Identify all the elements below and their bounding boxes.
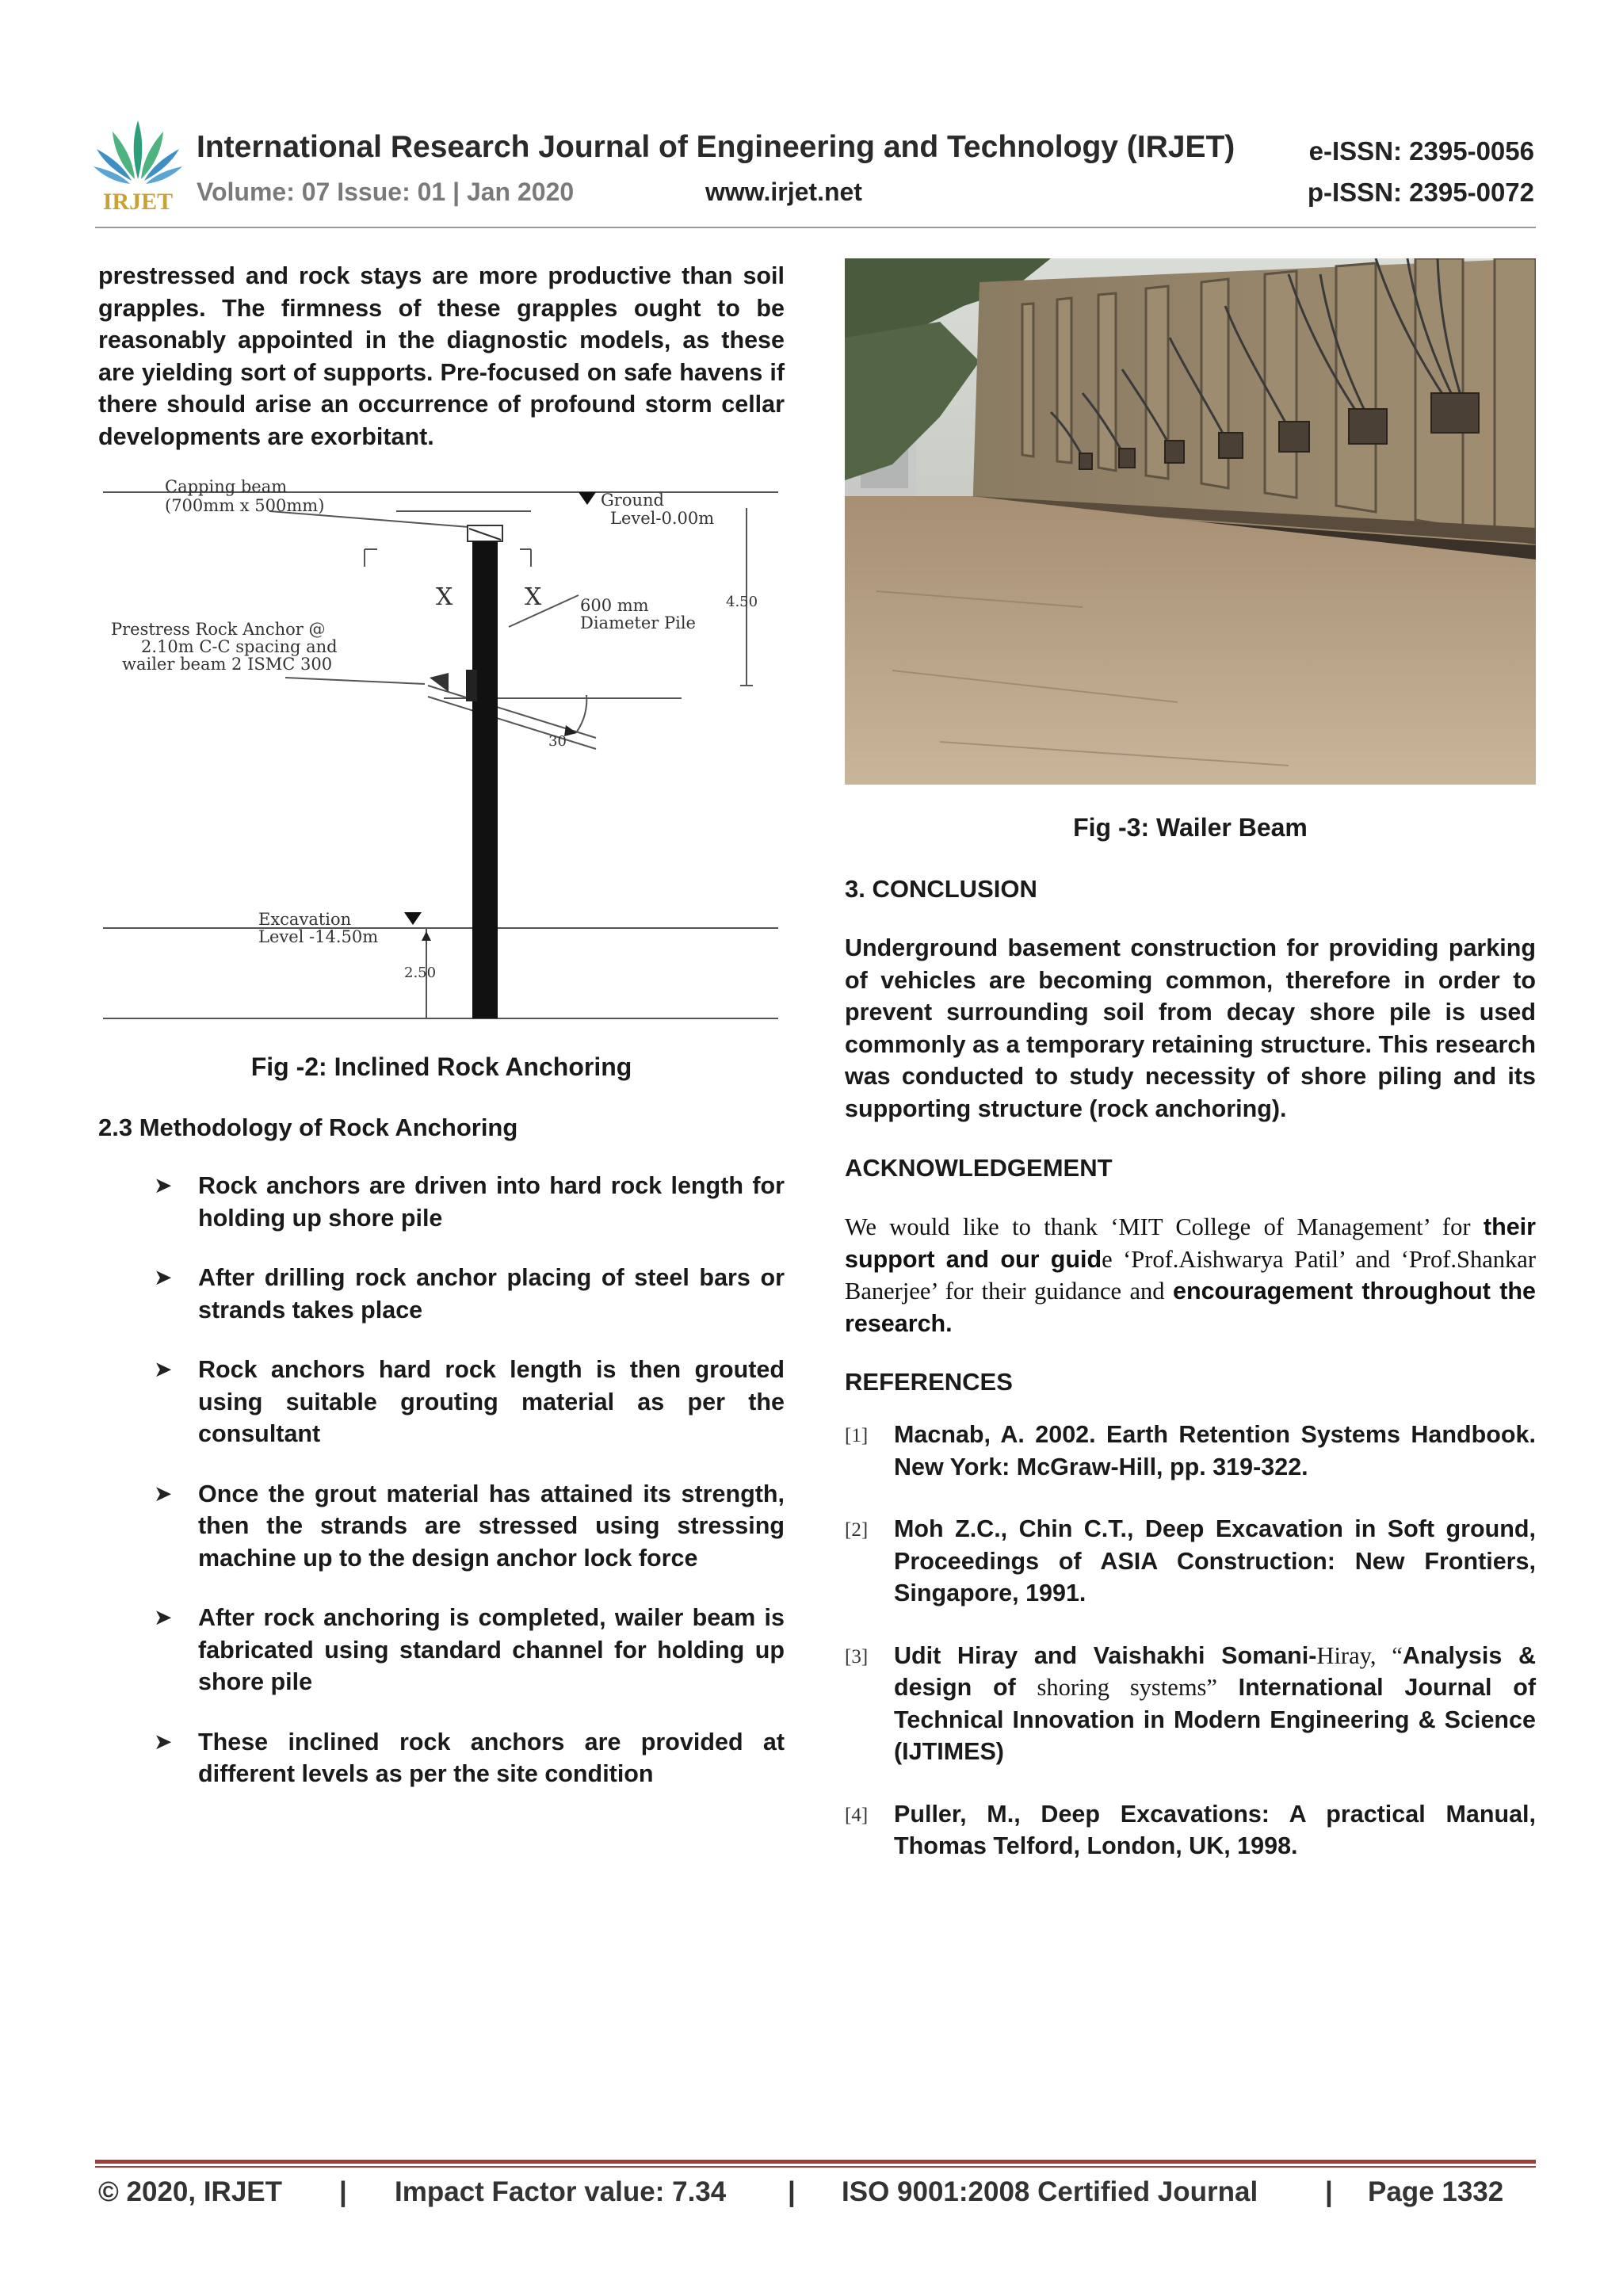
intro-paragraph: prestressed and rock stays are more productive than soil grapples. The firmness of these grapples ought to be reasonably appointed in the diagnostic models, as these are yielding sort of supports. Pre-focused on safe havens if there should arise an occurrence of profound storm cellar developments are exorbitant. [98,262,785,450]
footer-separator: | [339,2176,347,2207]
capping-dims-label: (700mm x 500mm) [165,496,325,515]
conclusion-paragraph: Underground basement construction for providing parking of vehicles are becoming common, therefore in order to prevent surrounding soil from decay shore pile is used commonly as a temporary retaining structure. This research was conducted to study necessity of shore piling and its supporting structure (rock anchoring). [845,934,1536,1122]
list-item: ➤ Once the grout material has attained its strength, then the strands are stressed using stressing machine up to the design anchor lock force [154,1478,785,1575]
reference-item: [4] Puller, M., Deep Excavations: A practical Manual, Thomas Telford, London, UK, 1998. [845,1800,1536,1859]
footer-page-number: Page 1332 [1368,2176,1504,2207]
header-rule [95,227,1536,228]
fig3-caption: Fig -3: Wailer Beam [1073,813,1308,842]
footer-impact-factor: Impact Factor value: 7.34 [395,2176,727,2207]
ground-label: Ground [601,491,664,510]
arrow-bullet-icon: ➤ [154,1480,173,1506]
excavation-label: Excavation [258,910,352,929]
arrow-bullet-icon: ➤ [154,1173,173,1198]
footer-separator: | [788,2176,796,2207]
excavation-level-label: Level -14.50m [258,927,379,946]
arrow-bullet-icon: ➤ [154,1605,173,1629]
depth-250-label: 2.50 [404,965,437,981]
inclined-rock-anchoring-diagram [103,479,778,1026]
acknowledgement-heading: ACKNOWLEDGEMENT [845,1154,1113,1182]
wailer-beam-photo [845,258,1536,785]
fig2-caption: Fig -2: Inclined Rock Anchoring [250,1052,632,1081]
p-issn: p-ISSN: 2395-0072 [1307,178,1534,207]
list-item: ➤ Rock anchors are driven into hard rock length for holding up shore pile [154,1170,785,1234]
references-list [845,1419,1536,1893]
anchor-label-2: 2.10m C-C spacing and [141,637,338,656]
footer-iso: ISO 9001:2008 Certified Journal [842,2176,1258,2207]
logo-text: IRJET [102,189,174,214]
reference-item: [2] Moh Z.C., Chin C.T., Deep Excavation in Soft ground, Proceedings of ASIA Construction: New Frontiers, Singapore, 1991. [845,1515,1536,1606]
section-heading-methodology: 2.3 Methodology of Rock Anchoring [98,1114,518,1141]
x-mark-right: X [525,583,542,611]
conclusion-heading: 3. CONCLUSION [845,875,1037,903]
irjet-logo [94,117,182,214]
e-issn: e-ISSN: 2395-0056 [1308,136,1534,166]
arrow-bullet-icon: ➤ [154,1265,173,1289]
reference-item: [1] Macnab, A. 2002. Earth Retention Systems Handbook. New York: McGraw-Hill, pp. 319-322. [845,1421,1536,1480]
references-heading: REFERENCES [845,1368,1013,1396]
arrow-bullet-icon: ➤ [154,1729,173,1754]
pile-label: Diameter Pile [580,613,696,632]
x-mark-left: X [436,583,453,611]
footer-separator: | [1325,2176,1333,2207]
pile-dia-label: 600 mm [580,596,649,615]
reference-item: [3] Udit Hiray and Vaishakhi Somani-Hiray, “Analysis & design of shoring systems” International Journal of Technical Innovation in Modern Engineering & Science (IJTIMES) [845,1641,1536,1765]
anchor-label-3: wailer beam 2 ISMC 300 [122,655,333,674]
journal-website[interactable]: www.irjet.net [705,178,862,206]
arrow-bullet-icon: ➤ [154,1357,173,1381]
list-item: ➤ After rock anchoring is completed, wailer beam is fabricated using standard channel for holding up shore pile [154,1602,785,1698]
ground-level-label: Level-0.00m [610,509,715,528]
footer-rule-thin [95,2166,1536,2168]
capping-beam-label: Capping beam [165,479,288,496]
methodology-bullet-list [154,1170,785,1818]
anchor-label-1: Prestress Rock Anchor @ [111,620,326,639]
volume-issue: Volume: 07 Issue: 01 | Jan 2020 [197,178,575,206]
footer-rule [95,2160,1536,2164]
list-item: ➤ Rock anchors hard rock length is then grouted using suitable grouting material as per the consultant [154,1354,785,1450]
footer-copyright: © 2020, IRJET [98,2176,283,2207]
depth-450-label: 4.50 [726,594,758,610]
list-item: ➤ After drilling rock anchor placing of steel bars or strands takes place [154,1262,785,1326]
acknowledgement-paragraph: We would like to thank ‘MIT College of Management’ for their support and our guide ‘Prof.Aishwarya Patil’ and ‘Prof.Shankar Banerjee’ for their guidance and encouragement throughout the research. [845,1213,1537,1337]
angle-label: 30 [548,733,567,750]
journal-title: International Research Journal of Engineering and Technology (IRJET) [197,130,1235,164]
list-item: ➤ These inclined rock anchors are provided at different levels as per the site condition [154,1726,785,1790]
